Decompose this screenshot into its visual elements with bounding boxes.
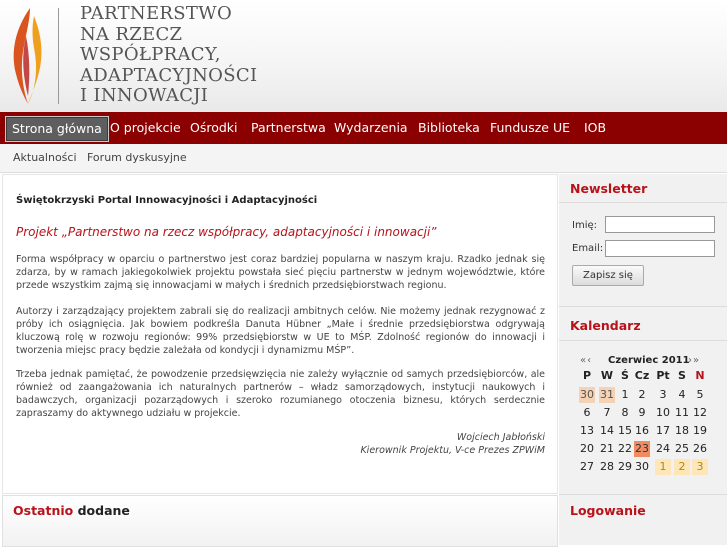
calendar-day[interactable]: 2 [674, 459, 690, 475]
calendar-day[interactable]: 24 [656, 442, 670, 455]
calendar-day[interactable]: 31 [600, 388, 614, 401]
logo-line: WSPÓŁPRACY, [80, 44, 221, 65]
signature-name: Wojciech Jabłoński [456, 432, 545, 443]
nav-item-events[interactable]: Wydarzenia [334, 120, 408, 135]
portal-title: Świętokrzyski Portal Innowacyjności i Adaptacyjności [16, 195, 318, 206]
nav-item-library[interactable]: Biblioteka [418, 120, 480, 135]
title-accent: Ostatnio [13, 503, 74, 518]
signature-role: Kierownik Projektu, V-ce Prezes ZPWiM [360, 445, 545, 456]
calendar-prev-button[interactable]: «‹ [580, 355, 593, 366]
calendar-day[interactable]: 11 [675, 406, 689, 419]
calendar-day[interactable]: 1 [655, 459, 671, 475]
calendar-day[interactable]: 3 [659, 388, 667, 401]
calendar-weekday: Pt [656, 369, 670, 382]
divider [559, 340, 727, 341]
recently-added-section [2, 495, 558, 547]
nav-item-eu-funds[interactable]: Fundusze UE [490, 120, 570, 135]
calendar-day[interactable]: 29 [618, 460, 632, 473]
calendar-day[interactable]: 6 [583, 406, 591, 419]
calendar-day[interactable]: 20 [580, 442, 594, 455]
calendar-day[interactable]: 30 [635, 460, 649, 473]
flame-logo-icon[interactable] [8, 6, 48, 106]
calendar-day[interactable]: 9 [638, 406, 646, 419]
calendar-day[interactable]: 2 [638, 388, 646, 401]
nav-item-home[interactable]: Strona główna [5, 116, 109, 142]
calendar-day[interactable]: 13 [580, 424, 594, 437]
logo-line: ADAPTACYJNOŚCI [80, 64, 258, 86]
sub-nav [0, 144, 727, 173]
title-rest: dodane [73, 503, 130, 518]
calendar-day[interactable]: 27 [580, 460, 594, 473]
name-label: Imię: [572, 220, 597, 231]
calendar-day[interactable]: 18 [675, 424, 689, 437]
paragraph: Forma współpracy w oparciu o partnerstwo jest coraz bardziej popularna w naszym kraju. Rzadko jednak się zdarza, by w ramach jakiegokolwiek projektu powstała sieć pięciu partnerstw w jednym województwie, które przede wszystkim zajmą się innowacjami w małych i średnich przedsiębiorstwach regionu. [16, 254, 545, 291]
site-header [0, 0, 727, 112]
calendar-day[interactable]: 3 [692, 459, 708, 475]
main-nav [0, 112, 727, 144]
main-content [2, 174, 558, 494]
calendar-weekday: Cz [634, 369, 650, 382]
subnav-item-news[interactable]: Aktualności [13, 151, 77, 164]
calendar-day[interactable]: 26 [693, 442, 707, 455]
calendar-day[interactable]: 16 [635, 424, 649, 437]
calendar-month: Czerwiec 2011 [608, 355, 690, 366]
calendar-weekday: S [678, 369, 686, 382]
calendar-day[interactable]: 30 [580, 388, 594, 401]
calendar-day[interactable]: 22 [618, 442, 632, 455]
subnav-item-forum[interactable]: Forum dyskusyjne [87, 151, 187, 164]
sidebar [559, 174, 727, 545]
login-title: Logowanie [570, 503, 646, 518]
calendar-day[interactable]: 15 [618, 424, 632, 437]
calendar-day[interactable]: 4 [678, 388, 686, 401]
logo-line: I INNOWACJI [80, 85, 209, 106]
subscribe-button[interactable]: Zapisz się [572, 265, 644, 286]
nav-item-iob[interactable]: IOB [584, 120, 607, 135]
newsletter-title: Newsletter [570, 181, 648, 196]
calendar-day[interactable]: 19 [693, 424, 707, 437]
nav-item-partnerships[interactable]: Partnerstwa [251, 120, 326, 135]
calendar-day[interactable]: 12 [693, 406, 707, 419]
logo-line: PARTNERSTWO [80, 3, 233, 24]
name-input[interactable] [605, 216, 715, 233]
nav-item-about[interactable]: O projekcie [110, 120, 181, 135]
logo-line: NA RZECZ [80, 23, 183, 45]
divider [559, 494, 727, 495]
calendar-day[interactable]: 14 [600, 424, 614, 437]
calendar-day[interactable]: 28 [600, 460, 614, 473]
calendar-day[interactable]: 1 [621, 388, 629, 401]
calendar-day[interactable]: 21 [600, 442, 614, 455]
calendar-day[interactable]: 10 [656, 406, 670, 419]
calendar-day[interactable]: 23 [635, 442, 649, 455]
calendar-weekday: W [600, 369, 614, 382]
paragraph: Autorzy i zarządzający projektem zabrali się do realizacji ambitnych celów. Nie możemy jednak rezygnować z próby ich osiągnięcia. Jak bowiem podkreśla Danuta Hübner „Małe i średnie przedsiębiorstwa odgrywają kluczową rolę w rozwoju regionów: 99% przedsiębiorstw w UE to MŚP. Zdolność regionów do innowacji i tworzenia miejsc pracy będzie zależała od kondycji i dynamizmu MŚP”. [16, 306, 545, 356]
divider [559, 202, 727, 203]
email-label: Email: [572, 243, 604, 254]
divider [559, 306, 727, 307]
calendar-weekday: Ś [621, 369, 629, 382]
calendar-day[interactable]: 17 [656, 424, 670, 437]
project-title: Projekt „Partnerstwo na rzecz współpracy, adaptacyjności i innowacji” [16, 225, 437, 239]
calendar-weekday: N [695, 369, 705, 382]
calendar-weekday: P [582, 369, 592, 382]
calendar-day[interactable]: 5 [696, 388, 704, 401]
calendar-next-button[interactable]: ›» [688, 355, 701, 366]
email-input[interactable] [605, 240, 715, 257]
recently-added-title [13, 503, 130, 518]
nav-item-centers[interactable]: Ośrodki [190, 120, 238, 135]
paragraph: Trzeba jednak pamiętać, że powodzenie przedsięwzięcia nie zależy wyłącznie od samych przedsiębiorców, ale również od zaangażowania ich naturalnych partnerów – władz samorządowych, instytucji naukowych i badawczych, organizacji pozarządowych i szeroko rozumianego otoczenia biznesu, których serdecznie zapraszamy do aktywnego udziału w projekcie. [16, 369, 545, 419]
calendar-day[interactable]: 25 [675, 442, 689, 455]
logo-divider [58, 8, 59, 104]
calendar-day[interactable]: 7 [603, 406, 611, 419]
calendar-day[interactable]: 8 [621, 406, 629, 419]
calendar-title: Kalendarz [570, 318, 641, 333]
logo-text[interactable] [80, 4, 257, 107]
